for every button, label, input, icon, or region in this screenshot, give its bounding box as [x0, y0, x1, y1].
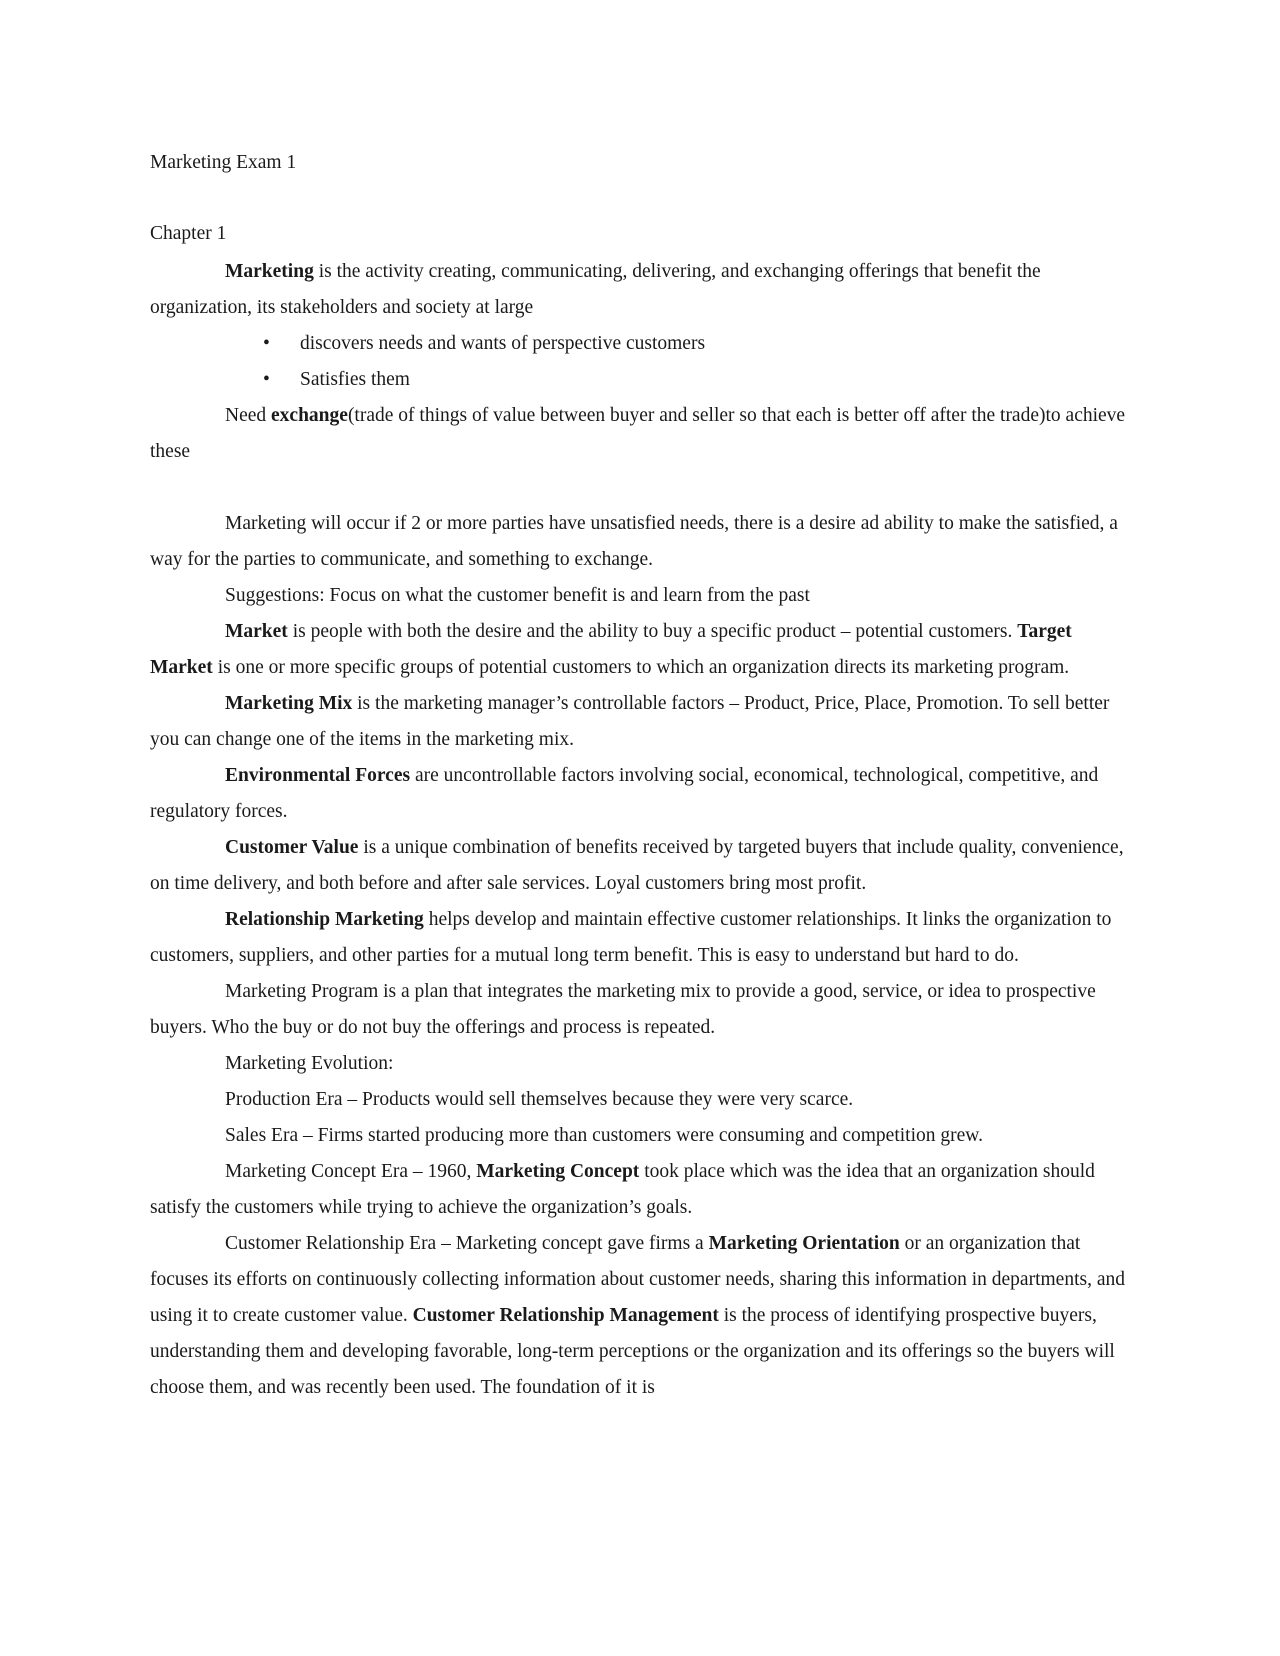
paragraph-text: is the marketing manager’s controllable factors – Product, Price, Place, Promotion. To sell better you can change one of the items in the marketing mix. [150, 693, 1110, 750]
paragraph-text: are uncontrollable factors involving social, economical, technological, competitive, and regulatory forces. [150, 765, 1099, 822]
term-customer-relationship-management: Customer Relationship Management [412, 1305, 719, 1326]
paragraph-text: is the process of identifying prospective buyers, understanding them and developing favorable, long-term perceptions or the organization and its offerings so the buyers will choose them, and was recently been used. The foundation of it is [150, 1305, 1115, 1398]
bullet-icon: • [263, 333, 270, 354]
chapter-heading: Chapter 1 [150, 223, 227, 244]
paragraph-environmental-forces [150, 758, 1130, 830]
bullet-text: discovers needs and wants of perspective customers [300, 333, 706, 354]
bullet-item [150, 362, 1130, 398]
document-title: Marketing Exam 1 [150, 152, 297, 173]
term-marketing: Marketing [225, 261, 314, 282]
paragraph-text: or an organization that focuses its efforts on continuously collecting information about customer needs, sharing this information in departments, and using it to create customer value. [150, 1233, 1125, 1326]
paragraph-text: helps develop and maintain effective customer relationships. It links the organization to customers, suppliers, and other parties for a mutual long term benefit. This is easy to understand but hard to do. [150, 909, 1112, 966]
term-customer-value: Customer Value [225, 837, 359, 858]
term-relationship-marketing: Relationship Marketing [225, 909, 424, 930]
paragraph-marketing-conditions: Marketing will occur if 2 or more parties have unsatisfied needs, there is a desire ad ability to make the satisfied, a way for the parties to communicate, and something to exchange. [150, 513, 1118, 570]
paragraph-marketing-program: Marketing Program is a plan that integrates the marketing mix to provide a good, service, or idea to prospective buyers. Who the buy or do not buy the offerings and process is repeated. [150, 981, 1096, 1038]
paragraph-marketing-concept-era [150, 1154, 1130, 1226]
bullet-text: Satisfies them [300, 369, 410, 390]
paragraph-marketing-evolution: Marketing Evolution: [225, 1053, 394, 1074]
paragraph-text: is one or more specific groups of potential customers to which an organization directs its marketing program. [212, 657, 1070, 678]
term-exchange: exchange [271, 405, 348, 426]
paragraph-text: Marketing Concept Era – 1960, [225, 1161, 477, 1182]
term-environmental-forces: Environmental Forces [225, 765, 411, 786]
paragraph-production-era: Production Era – Products would sell themselves because they were very scarce. [225, 1089, 854, 1110]
paragraph-sales-era: Sales Era – Firms started producing more than customers were consuming and competition grew. [225, 1125, 983, 1146]
paragraph-marketing-mix [150, 686, 1130, 758]
document-body [150, 254, 1130, 1406]
paragraph-text: (trade of things of value between buyer and seller so that each is better off after the trade)to achieve these [150, 405, 1126, 462]
paragraph-customer-value [150, 830, 1130, 902]
paragraph-text: Customer Relationship Era – Marketing concept gave firms a [225, 1233, 709, 1254]
paragraph-text: is people with both the desire and the ability to buy a specific product – potential customers. [287, 621, 1018, 642]
paragraph-text: took place which was the idea that an organization should satisfy the customers while trying to achieve the organization’s goals. [150, 1161, 1095, 1218]
paragraph-text: is a unique combination of benefits received by targeted buyers that include quality, convenience, on time delivery, and both before and after sale services. Loyal customers bring most profit. [150, 837, 1124, 894]
paragraph-customer-relationship-era [150, 1226, 1130, 1406]
paragraph-relationship-marketing [150, 902, 1130, 974]
term-marketing-concept: Marketing Concept [476, 1161, 640, 1182]
term-marketing-mix: Marketing Mix [225, 693, 353, 714]
paragraph-exchange [150, 398, 1130, 470]
term-marketing-orientation: Marketing Orientation [708, 1233, 900, 1254]
paragraph-marketing-definition [150, 254, 1130, 326]
paragraph-market [150, 614, 1130, 686]
term-target-market: Target Market [150, 621, 1072, 678]
blank-line [150, 470, 1130, 506]
paragraph-suggestions: Suggestions: Focus on what the customer benefit is and learn from the past [225, 585, 810, 606]
bullet-icon: • [263, 369, 270, 390]
paragraph-text: Need [225, 405, 272, 426]
paragraph-text: is the activity creating, communicating, delivering, and exchanging offerings that benefit the organization, its stakeholders and society at large [150, 261, 1041, 318]
term-market: Market [225, 621, 288, 642]
bullet-item [150, 326, 1130, 362]
